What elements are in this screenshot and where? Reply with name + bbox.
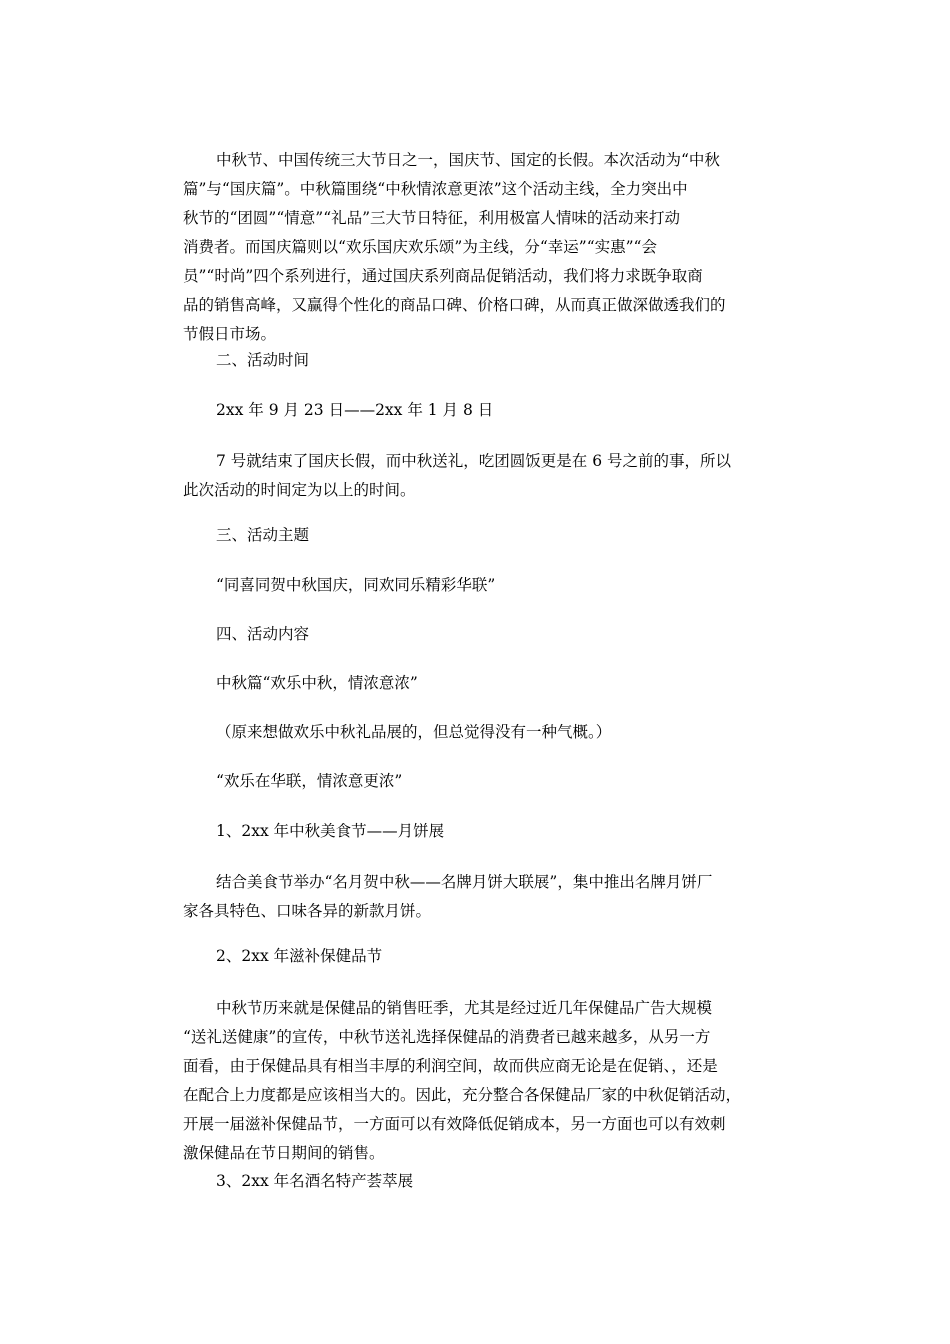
text-line: 激保健品在节日期间的销售。 xyxy=(183,1144,385,1162)
midautumn-heading: 中秋篇“欢乐中秋，情浓意浓” xyxy=(216,674,418,692)
sub-theme: “欢乐在华联，情浓意更浓” xyxy=(216,772,403,790)
text-line: 消费者。而国庆篇则以“欢乐国庆欢乐颂”为主线，分“幸运”“实惠”“会 xyxy=(183,238,657,256)
text-line: 家各具特色、口味各异的新款月饼。 xyxy=(183,902,432,920)
date-range: 2xx 年 9 月 23 日——2xx 年 1 月 8 日 xyxy=(216,401,494,419)
section-heading-time: 二、活动时间 xyxy=(216,351,310,369)
theme-text: “同喜同贺中秋国庆，同欢同乐精彩华联” xyxy=(216,576,496,594)
text-line: 7 号就结束了国庆长假，而中秋送礼，吃团圆饭更是在 6 号之前的事，所以 xyxy=(216,452,732,470)
text-line: 中秋节历来就是保健品的销售旺季，尤其是经过近几年保健品广告大规模 xyxy=(216,999,713,1017)
aside-note: （原来想做欢乐中秋礼品展的，但总觉得没有一种气概。） xyxy=(216,723,612,741)
text-line: 结合美食节举办“名月贺中秋——名牌月饼大联展”，集中推出名牌月饼厂 xyxy=(216,873,713,891)
section-heading-theme: 三、活动主题 xyxy=(216,526,310,544)
text-line: 开展一届滋补保健品节，一方面可以有效降低促销成本，另一方面也可以有效刺 xyxy=(183,1115,726,1133)
item2-heading: 2、2xx 年滋补保健品节 xyxy=(216,947,383,965)
text-line: 品的销售高峰，又赢得个性化的商品口碑、价格口碑，从而真正做深做透我们的 xyxy=(183,296,726,314)
item1-paragraph xyxy=(183,868,783,926)
text-line: 秋节的“团圆”“情意”“礼品”三大节日特征，利用极富人情味的活动来打动 xyxy=(183,209,681,227)
document-page xyxy=(183,0,783,1344)
text-line: 节假日市场。 xyxy=(183,325,277,343)
text-line: 面看，由于保健品具有相当丰厚的利润空间，故而供应商无论是在促销、，还是 xyxy=(183,1057,718,1075)
item1-heading: 1、2xx 年中秋美食节——月饼展 xyxy=(216,822,445,840)
item2-paragraph xyxy=(183,994,783,1168)
text-line: 中秋节、中国传统三大节日之一，国庆节、国定的长假。本次活动为“中秋 xyxy=(216,151,720,169)
text-line: 此次活动的时间定为以上的时间。 xyxy=(183,481,416,499)
text-line: 员”“时尚”四个系列进行，通过国庆系列商品促销活动，我们将力求既争取商 xyxy=(183,267,703,285)
text-line: 在配合上力度都是应该相当大的。因此，充分整合各保健品厂家的中秋促销活动， xyxy=(183,1086,742,1104)
time-note-paragraph xyxy=(183,447,783,505)
item3-heading: 3、2xx 年名酒名特产荟萃展 xyxy=(216,1172,414,1190)
text-line: 篇”与“国庆篇”。中秋篇围绕“中秋情浓意更浓”这个活动主线，全力突出中 xyxy=(183,180,688,198)
intro-paragraph xyxy=(183,146,783,349)
text-line: “送礼送健康”的宣传，中秋节送礼选择保健品的消费者已越来越多，从另一方 xyxy=(183,1028,711,1046)
section-heading-content: 四、活动内容 xyxy=(216,625,310,643)
